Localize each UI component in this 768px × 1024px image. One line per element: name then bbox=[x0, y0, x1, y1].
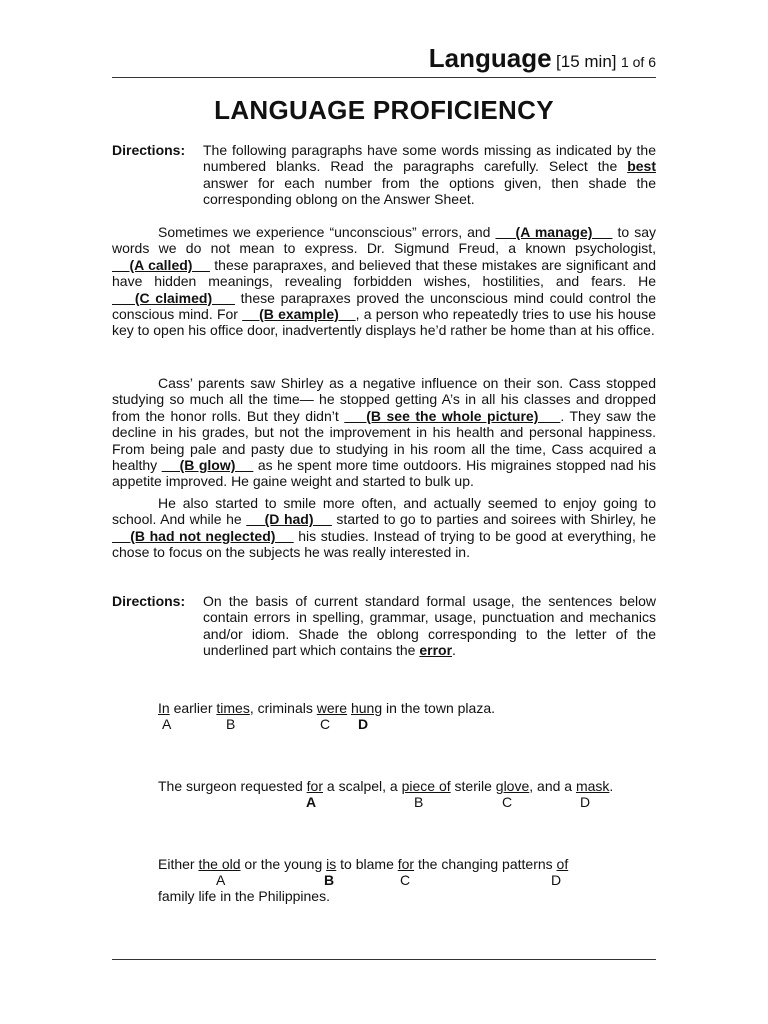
item-text: a scalpel, a bbox=[323, 778, 402, 794]
underlined-part-b: is bbox=[326, 856, 337, 872]
header-divider bbox=[112, 77, 656, 78]
item-sentence bbox=[158, 700, 495, 716]
option-letter-d: D bbox=[551, 872, 562, 888]
passage-text: these parapraxes proved the unconscious mind could control the conscious mind. For bbox=[112, 289, 657, 323]
item-text: in the town plaza. bbox=[382, 700, 495, 716]
underlined-part-a: for bbox=[306, 778, 323, 794]
passage-paragraph-1 bbox=[112, 224, 656, 339]
item-text: The surgeon requested bbox=[158, 778, 307, 794]
answer-blank: (B example) bbox=[242, 306, 356, 323]
underlined-part-d: hung bbox=[350, 700, 383, 716]
directions-emphasis: best bbox=[627, 158, 656, 175]
option-letter-a: A bbox=[162, 716, 172, 732]
item-text: Either bbox=[158, 856, 199, 872]
item-text: , and a bbox=[529, 778, 576, 794]
directions-text-a: On the basis of current standard formal usage, the sentences below contain errors in spelling, grammar, usage, punctuation and mechanics and/or idiom. Shade the oblong corresponding to the letter of the underlined part which contains the bbox=[203, 593, 656, 659]
option-letter-a: A bbox=[306, 794, 317, 810]
underlined-part-c: glove bbox=[495, 778, 530, 794]
directions-emphasis: error bbox=[419, 642, 453, 659]
option-letter-d: D bbox=[358, 716, 369, 732]
option-letters bbox=[158, 872, 568, 888]
underlined-part-d: of bbox=[556, 856, 569, 872]
item-text: to blame bbox=[336, 856, 398, 872]
underlined-part-b: piece of bbox=[401, 778, 451, 794]
passage-paragraph-2 bbox=[112, 375, 656, 490]
directions-label: Directions: bbox=[112, 142, 186, 158]
error-item-2 bbox=[158, 778, 613, 810]
page-header bbox=[429, 45, 656, 71]
underlined-part-d: mask bbox=[575, 778, 610, 794]
underlined-part-a: the old bbox=[198, 856, 241, 872]
passage-text: Cass’ parents saw Shirley as a negative influence on their son. Cass stopped studying so much all the time— he stopped getting A’s in all his classes and dropped from the honor rolls. But they didn’t bbox=[112, 375, 656, 424]
directions-text-b: . bbox=[452, 642, 456, 659]
item-text: sterile bbox=[450, 778, 496, 794]
footer-divider bbox=[112, 959, 656, 960]
passage-text: started to go to parties and soirees with Shirley, he bbox=[331, 511, 656, 528]
option-letter-c: C bbox=[320, 716, 331, 732]
item-text: the changing patterns bbox=[414, 856, 557, 872]
item-text: . bbox=[609, 778, 614, 794]
directions-block-2 bbox=[112, 593, 656, 659]
option-letter-d: D bbox=[580, 794, 591, 810]
answer-blank: (A manage) bbox=[495, 224, 613, 240]
option-letter-a: A bbox=[216, 872, 226, 888]
directions-label: Directions: bbox=[112, 593, 186, 609]
passage-text: . They saw the decline in his grades, but not the improvement in his health and personal happiness. From being pale and pasty due to studying in his room all the time, Cass acquired a healthy bbox=[112, 407, 656, 474]
answer-blank: (A called) bbox=[112, 256, 210, 273]
passage-text: to say words we do not mean to express. Dr. Sigmund Freud, a known psychologist, bbox=[112, 224, 656, 257]
option-letter-b: B bbox=[226, 716, 236, 732]
item-text: earlier bbox=[169, 700, 217, 716]
answer-blank: (B had not neglected) bbox=[112, 527, 294, 544]
item-sentence-continuation: family life in the Philippines. bbox=[158, 888, 330, 904]
passage-text: , a person who repeatedly tries to use his house key to open his office door, inadvertently displays he’d rather be home than at his office. bbox=[112, 306, 656, 339]
underlined-part-c: were bbox=[316, 700, 348, 716]
directions-text bbox=[203, 593, 656, 659]
option-letters bbox=[158, 794, 613, 810]
answer-blank: (B glow) bbox=[161, 457, 254, 474]
page-title: LANGUAGE PROFICIENCY bbox=[214, 95, 554, 125]
option-letter-c: C bbox=[502, 794, 513, 810]
error-item-3 bbox=[158, 856, 568, 904]
underlined-part-c: for bbox=[397, 856, 415, 872]
section-title: Language bbox=[428, 43, 552, 73]
time-limit: [15 min] bbox=[556, 52, 617, 71]
answer-blank: (B see the whole picture) bbox=[344, 407, 561, 424]
item-text: , criminals bbox=[249, 700, 317, 716]
item-sentence bbox=[158, 856, 568, 872]
error-item-1 bbox=[158, 700, 495, 732]
answer-blank: (C claimed) bbox=[112, 289, 235, 306]
passage-text: these parapraxes, and believed that these mistakes are significant and have hidden meanings, revealing forbidden wishes, hostilities, and fears. He bbox=[112, 256, 656, 290]
option-letters bbox=[158, 716, 495, 732]
passage-text: He also started to smile more often, and actually seemed to enjoy going to school. And while he bbox=[112, 495, 656, 528]
answer-blank: (D had) bbox=[246, 511, 332, 528]
option-letter-b: B bbox=[414, 794, 424, 810]
page-number: 1 of 6 bbox=[620, 54, 656, 70]
passage-text: Sometimes we experience “unconscious” errors, and bbox=[158, 224, 496, 240]
passage-text: his studies. Instead of trying to be good at everything, he chose to focus on the subjects he was really interested in. bbox=[112, 527, 656, 561]
directions-text-b: answer for each number from the options given, then shade the corresponding oblong on the Answer Sheet. bbox=[203, 174, 656, 208]
passage-text: as he spent more time outdoors. His migraines stopped nad his appetite improved. He gaine weight and started to bulk up. bbox=[112, 457, 656, 490]
directions-text bbox=[203, 142, 656, 208]
item-text: or the young bbox=[240, 856, 327, 872]
option-letter-c: C bbox=[400, 872, 411, 888]
underlined-part-b: times bbox=[216, 700, 250, 716]
item-sentence bbox=[158, 778, 613, 794]
passage-paragraph-3 bbox=[112, 495, 656, 561]
option-letter-b: B bbox=[324, 872, 335, 888]
underlined-part-a: In bbox=[158, 700, 170, 716]
directions-block-1 bbox=[112, 142, 656, 208]
directions-text-a: The following paragraphs have some words missing as indicated by the numbered blanks. Read the paragraphs carefully. Select the bbox=[203, 142, 656, 175]
